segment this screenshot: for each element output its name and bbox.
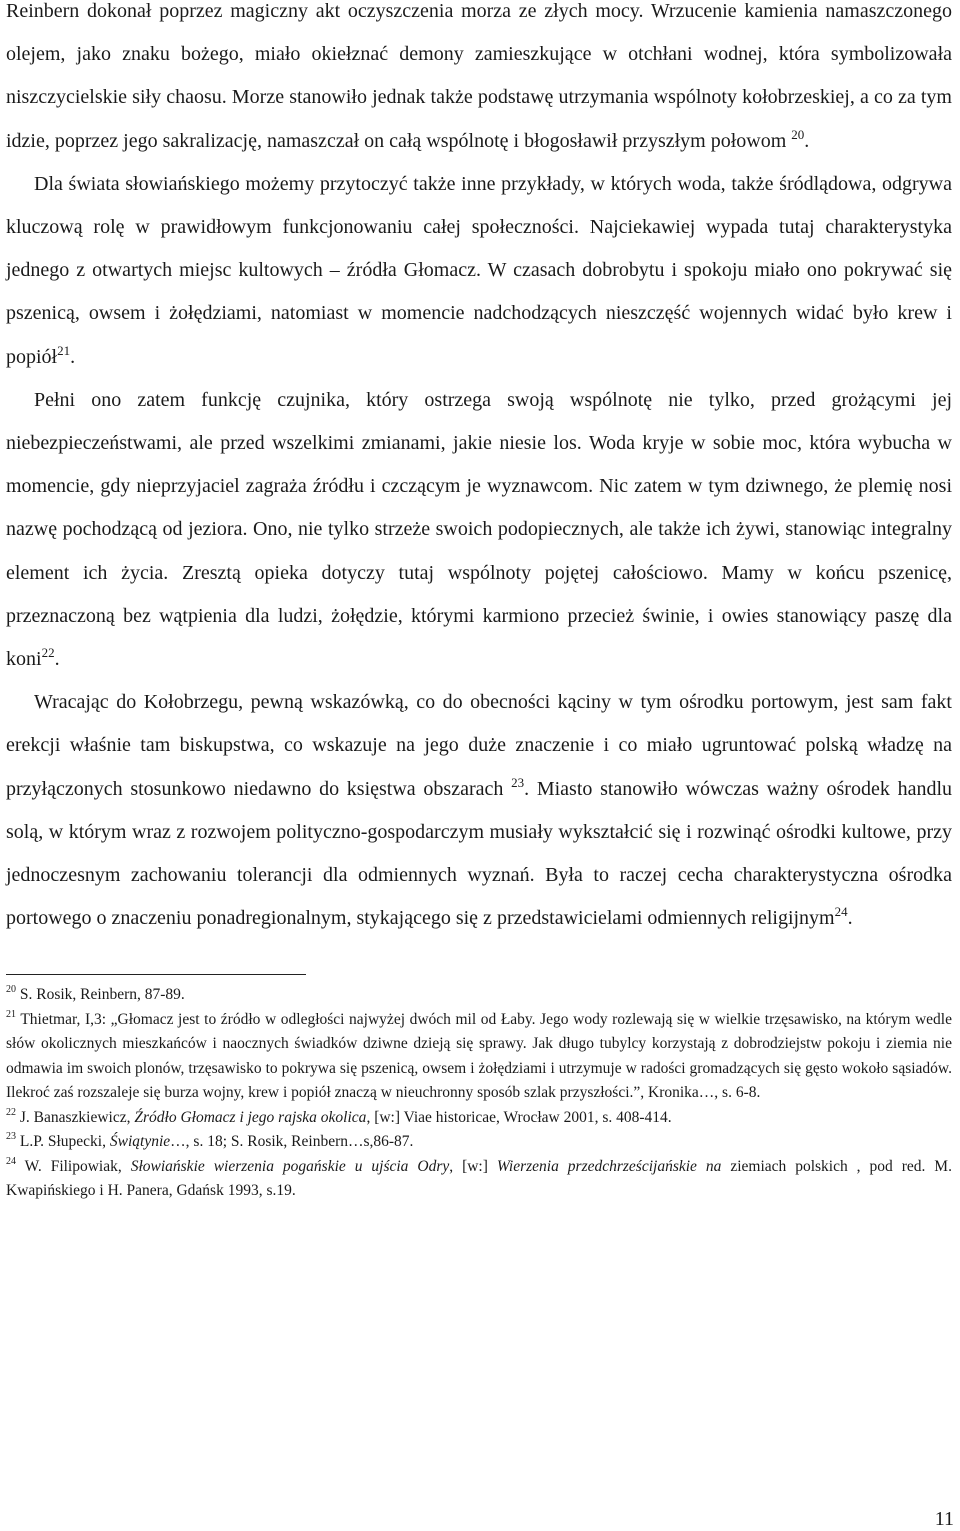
footnote-ref-21[interactable]: 21 [57, 342, 71, 358]
document-page [6, 0, 952, 1530]
footnote-ref-24[interactable]: 24 [834, 904, 848, 920]
footnote-24: $^{24}$ W. Filipowiak, Słowiańskie wierzenia pogańskie u ujścia Odry, [w:] Wierzenia przedchrześcijańskie na ziemiach polskich , pod red. M. Kwapińskiego i H. Panera, Gdańsk 1993, s.19. [6, 1155, 952, 1200]
footnotes [6, 983, 952, 1204]
paragraph-2: Dla świata słowiańskiego możemy przytoczyć także inne przykłady, w których woda, także śródlądowa, odgrywa kluczową rolę w prawidłowym funkcjonowaniu całej społeczności. Najciekawiej wypada tutaj charakterystyka jednego z otwartych miejsc kultowych – źródła Głomacz. W czasach dobrobytu i spokoju miało ono pokrywać się pszenicą, owsem i żołędziami, natomiast w momencie nadchodzących nieszczęść wojennych widać było krew i popiół$^{21}$. [6, 172, 952, 368]
footnote-ref-22[interactable]: 22 [41, 645, 55, 661]
footnote-ref-23[interactable]: 23 [511, 774, 525, 790]
footnote-23: $^{23}$ L.P. Słupecki, Świątynie…, s. 18; S. Rosik, Reinbern…s,86-87. [6, 1131, 414, 1151]
paragraph-3: Pełni ono zatem funkcję czujnika, który ostrzega swoją wspólnotę nie tylko, przed grożącymi jej niebezpieczeństwami, ale przed wszelkimi zmianami, jakie niesie los. Woda kryje w sobie moc, która wybucha w momencie, gdy nieprzyjaciel zagraża źródłu i czczącym je wyznawcom. Nic zatem w tym dziwnego, że plemię nosi nazwę pochodzącą od jeziora. Ono, nie tylko strzeże swoich podopiecznych, ale także ich żywi, stanowiąc integralny element ich życia. Zresztą opieka dotyczy tutaj wspólnoty pojętej całościowo. Mamy w końcu pszenicę, przeznaczoną bez wątpienia dla ludzi, żołędzie, którymi karmiono przecież świnie, i owies stanowiący paszę dla koni$^{22}$. [6, 388, 952, 671]
footnote-22: $^{22}$ J. Banaszkiewicz, Źródło Głomacz i jego rajska okolica, [w:] Viae historicae, Wrocław 2001, s. 408-414. [6, 1106, 672, 1126]
paragraph-4: Wracając do Kołobrzegu, pewną wskazówką, co do obecności kąciny w tym ośrodku portowym, jest sam fakt erekcji właśnie tam biskupstwa, co wskazuje na jego duże znaczenie i co miało ugruntować polską władzę na przyłączonych stosunkowo niedawno do księstwa obszarach $^{23}$. Miasto stanowiło wówczas ważny ośrodek handlu solą, w którym wraz z rozwojem polityczno-gospodarczym musiały wykształcić się i rozwinąć ośrodki kultowe, przy jednoczesnym zachowaniu tolerancji dla odmiennych wyznań. Była to raczej cecha charakterystyczna ośrodka portowego o znaczeniu ponadregionalnym, stykającego się z przedstawicielami odmiennych religijnym$^{24}$. [6, 691, 953, 930]
footnote-20: $^{20}$ S. Rosik, Reinbern, 87-89. [6, 984, 185, 1004]
body-text [6, 0, 952, 940]
footnote-separator [6, 974, 306, 975]
footnote-21: $^{21}$ Thietmar, I,3: „Głomacz jest to źródło w odległości najwyżej dwóch mil od Łaby. Jego wody rozlewają się w wielkie trzęsawisko, na którym wedle słów okolicznych mieszkańców i naocznych świadków dziwne dzieją się sprawy. Jak długo tubylcy korzystają z dobrodziejstw pokoju i ziemia nie odmawia im swoich plonów, trzęsawisko to pokrywa się pszenicą, owsem i żołędziami i utrzymuje w radości gromadzących się gęsto wokoło sąsiadów. Ilekroć zaś rozszaleje się burza wojny, krew i popiół znaczą w nieuchronny sposób szlak przyszłości.”, Kronika…, s. 6-8. [6, 1008, 952, 1102]
paragraph-1: Reinbern dokonał poprzez magiczny akt oczyszczenia morza ze złych mocy. Wrzucenie kamienia namaszczonego olejem, jako znaku bożego, miało okiełznać demony zamieszkujące w otchłani wodnej, która symbolizowała niszczycielskie siły chaosu. Morze stanowiło jednak także podstawę utrzymania wspólnoty kołobrzeskiej, a co za tym idzie, poprzez jego sakralizację, namaszczał on całą wspólnotę i błogosławił przyszłym połowom $^{20}$. [6, 0, 952, 152]
page-number: 11 [934, 1508, 954, 1530]
footnote-ref-20[interactable]: 20 [791, 126, 805, 142]
